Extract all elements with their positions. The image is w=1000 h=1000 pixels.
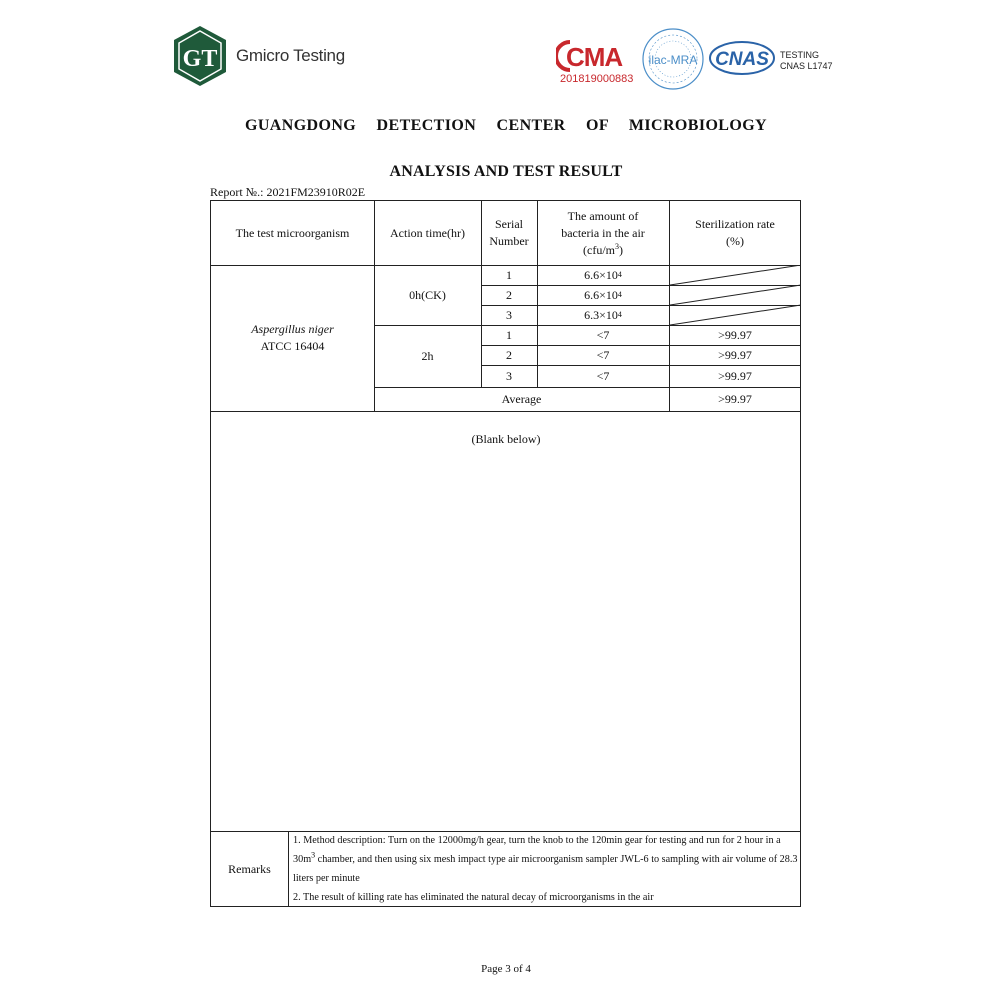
- 2h-serial-1: 1: [506, 327, 512, 342]
- action-time-2h: 2h: [421, 348, 434, 363]
- cnas-logo-icon: [708, 38, 776, 78]
- unit-end: ): [619, 242, 623, 257]
- cma-number: 201819000883: [560, 73, 634, 85]
- organism-strain: ATCC 16404: [260, 339, 325, 353]
- gt-logo-icon: [172, 24, 228, 88]
- remarks-label: Remarks: [228, 861, 271, 876]
- header-amount-line2: bacteria in the air: [561, 225, 645, 240]
- organism-name: Aspergillus niger: [251, 322, 334, 336]
- ilac-mra-text: ilac-MRA: [648, 53, 698, 67]
- ck-amount-1: 6.6×10 4: [584, 267, 622, 282]
- header-amount-line1: The amount of: [567, 208, 639, 223]
- cnas-number: CNAS L1747: [780, 61, 833, 71]
- unit-base: (cfu/m: [583, 242, 615, 257]
- cnas-logo-text: CNAS: [715, 49, 769, 70]
- action-time-ck: 0h(CK): [409, 287, 446, 302]
- page-number: Page 3 of 4: [481, 963, 531, 975]
- 2h-rate-2: >99.97: [718, 347, 752, 362]
- ck-serial-1: 1: [506, 267, 512, 282]
- center-title: GUANGDONG DETECTION CENTER OF MICROBIOLOGY: [244, 117, 768, 134]
- header-bacteria-amount: [537, 201, 669, 265]
- ck-serial-3: 3: [506, 307, 512, 322]
- header-sterilization-line1: Sterilization rate: [695, 217, 775, 231]
- ck-amount-3: 6.3×10 4: [584, 307, 622, 322]
- cnas-testing-label: TESTING: [780, 50, 820, 60]
- ck-serial-2: 2: [506, 287, 512, 302]
- 2h-amount-1: <7: [596, 327, 610, 342]
- ck-sterilization-strikes: [670, 265, 801, 325]
- ilac-mra-logo-icon: [640, 26, 706, 92]
- 2h-amount-3: <7: [596, 368, 610, 383]
- unit-sup: 3: [615, 241, 619, 251]
- organism-cell: [211, 265, 374, 411]
- gt-logo-text: GT: [182, 46, 218, 72]
- document-title: ANALYSIS AND TEST RESULT: [389, 163, 623, 180]
- blank-below-note: (Blank below): [471, 431, 541, 446]
- header-sterilization-rate: [669, 201, 801, 265]
- header-action-time: Action time(hr): [390, 225, 465, 240]
- average-label: Average: [501, 391, 542, 406]
- remarks-text: [293, 831, 798, 907]
- brand-name: Gmicro Testing: [236, 46, 345, 65]
- header-serial-line1: Serial: [495, 217, 523, 231]
- header-serial-line2: Number: [489, 234, 529, 248]
- ck-amount-3-base: 6.3×10: [584, 307, 618, 322]
- ck-amount-2-base: 6.6×10: [584, 287, 618, 302]
- result-table: [210, 200, 801, 907]
- remark-1: [293, 831, 798, 888]
- remark-1-sup: 3: [311, 850, 316, 860]
- header-sterilization-line2: (%): [726, 234, 744, 248]
- header-microorganism: The test microorganism: [235, 225, 350, 240]
- 2h-serial-2: 2: [506, 347, 512, 362]
- header-serial-number: [481, 201, 537, 265]
- remark-2: 2. The result of killing rate has eliminated the natural decay of microorganisms in the air: [293, 892, 654, 903]
- average-value: >99.97: [718, 391, 752, 406]
- ck-amount-1-base: 6.6×10: [584, 267, 618, 282]
- report-number: Report №.: 2021FM23910R02E: [210, 185, 366, 199]
- header-amount-unit: [583, 242, 623, 259]
- cnas-accreditation: [780, 50, 833, 72]
- remark-1-part-b: chamber, and then using six mesh impact type air microorganism sampler JWL-6 to sampling with air volume of 28.3 liters per minute: [293, 854, 798, 884]
- 2h-serial-3: 3: [506, 368, 512, 383]
- remark-1-part-a: 1. Method description: Turn on the 12000mg/h gear, turn the knob to the 120min gear for testing and run for 2 hour in a 30m: [293, 835, 781, 865]
- 2h-amount-2: <7: [596, 347, 610, 362]
- 2h-rate-3: >99.97: [718, 368, 752, 383]
- cma-logo-text: CMA: [566, 42, 623, 72]
- ck-amount-2: 6.6×10 4: [584, 287, 622, 302]
- 2h-rate-1: >99.97: [718, 327, 752, 342]
